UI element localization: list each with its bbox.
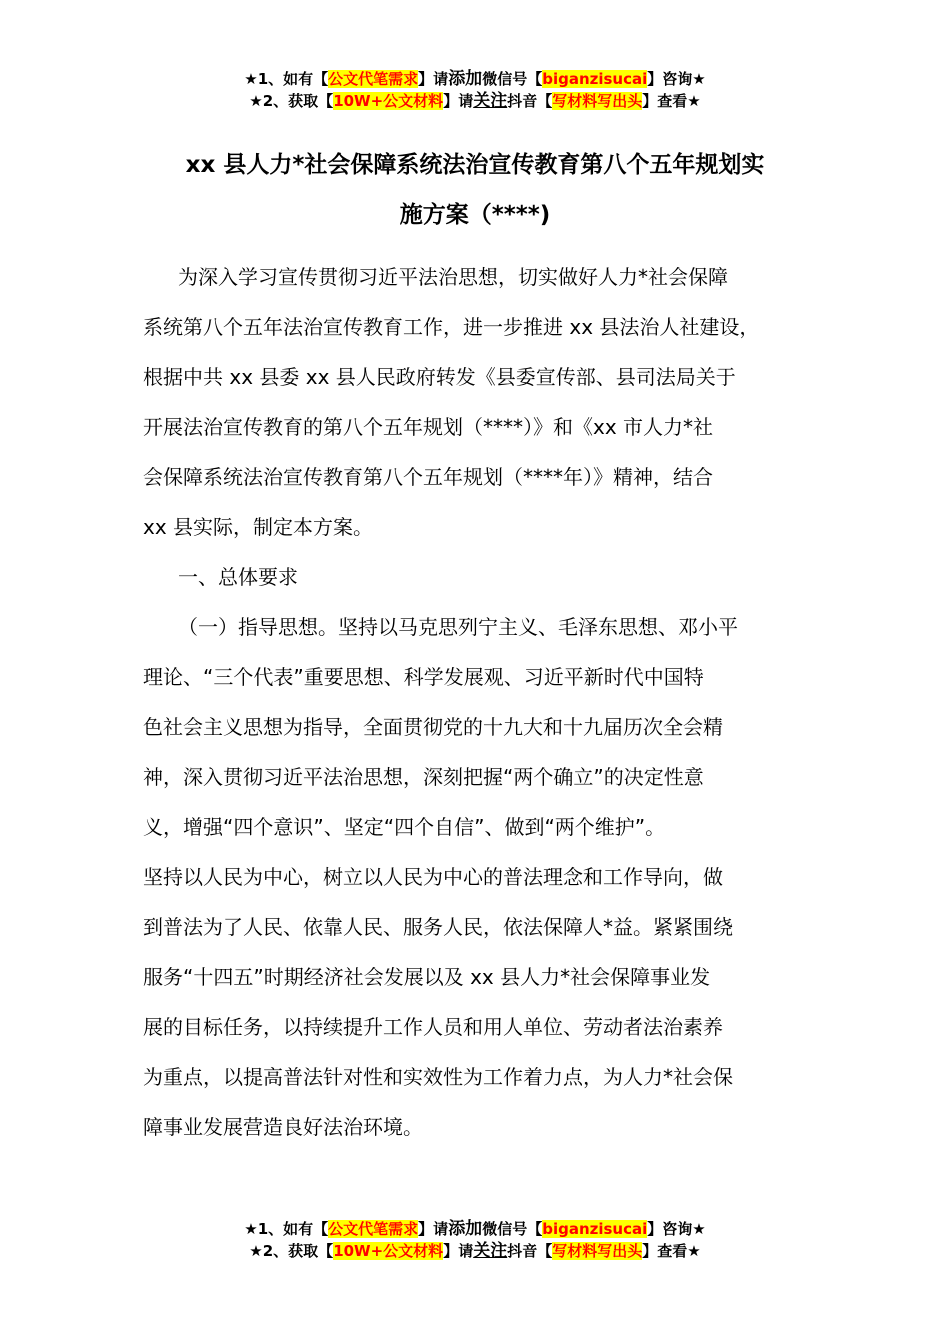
highlight-douyin: 写材料写出头 [552,92,643,110]
body-line: （一）指导思想。坚持以马克思列宁主义、毛泽东思想、邓小平 [178,615,738,639]
highlight-service: 公文代笔需求 [328,70,419,88]
body-line: 根据中共 xx 县委 xx 县人民政府转发《县委宣传部、县司法局关于 [143,365,736,389]
body-line: 会保障系统法治宣传教育第八个五年规划（****年）》精神，结合 [143,465,713,489]
promo-line-2: ★2、获取【10W+公文材料】请关注抖音【写材料写出头】查看★ [249,91,701,111]
body-line: 障事业发展营造良好法治环境。 [143,1115,423,1139]
promo-line-1: ★1、如有【公文代笔需求】请添加微信号【biganzisucai】咨询★ [244,69,706,89]
highlight-wechat-id: biganzisucai [542,70,648,88]
body-line: xx 县实际，制定本方案。 [143,515,374,539]
promo-header [0,68,950,112]
body-line: 开展法治宣传教育的第八个五年规划（****）》和《xx 市人力*社 [143,415,714,439]
body-line: 为深入学习宣传贯彻习近平法治思想，切实做好人力*社会保障 [178,265,728,289]
title-line-2: 施方案（****) [399,202,551,228]
body-line: 神，深入贯彻习近平法治思想，深刻把握“两个确立”的决定性意 [143,765,704,789]
highlight-materials: 10W+公文材料 [333,92,444,110]
highlight-wechat-id: biganzisucai [542,1220,648,1238]
body-line: 系统第八个五年法治宣传教育工作，进一步推进 xx 县法治人社建设， [143,315,760,339]
promo-line-2: ★2、获取【10W+公文材料】请关注抖音【写材料写出头】查看★ [249,1241,701,1261]
title-line-1: xx 县人力*社会保障系统法治宣传教育第八个五年规划实 [185,152,765,178]
promo-line-1: ★1、如有【公文代笔需求】请添加微信号【biganzisucai】咨询★ [244,1219,706,1239]
body-line: 服务“十四五”时期经济社会发展以及 xx 县人力*社会保障事业发 [143,965,711,989]
body-line: 为重点，以提高普法针对性和实效性为工作着力点，为人力*社会保 [143,1065,733,1089]
promo-footer [0,1218,950,1262]
body-line: 色社会主义思想为指导，全面贯彻党的十九大和十九届历次全会精 [143,715,723,739]
body-line: 理论、“三个代表”重要思想、科学发展观、习近平新时代中国特 [143,665,704,689]
document-body [143,252,843,1152]
body-line: 坚持以人民为中心，树立以人民为中心的普法理念和工作导向，做 [143,865,723,889]
body-line: 义，增强“四个意识”、坚定“四个自信”、做到“两个维护”。 [143,815,666,839]
highlight-service: 公文代笔需求 [328,1220,419,1238]
highlight-douyin: 写材料写出头 [552,1242,643,1260]
body-line: 到普法为了人民、依靠人民、服务人民，依法保障人*益。紧紧围绕 [143,915,733,939]
body-line: 展的目标任务，以持续提升工作人员和用人单位、劳动者法治素养 [143,1015,723,1039]
section-heading: 一、总体要求 [178,565,298,589]
document-title [120,140,830,240]
highlight-materials: 10W+公文材料 [333,1242,444,1260]
